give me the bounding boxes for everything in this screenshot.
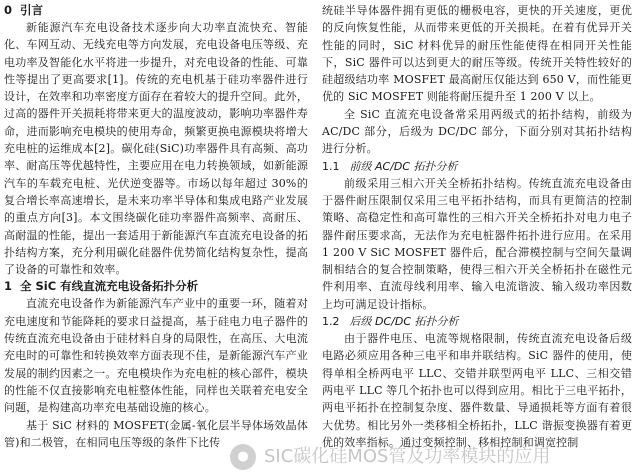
subsection1-heading [322,158,632,175]
right-paragraph-1: 统硅半导体器件拥有更低的栅极电容，更快的开关速度，更优的反向恢复性能，从而带来更低的开关损耗。在着有优异开关性能的同时，SiC 材料优异的耐压性能使得在相同开关性能下，SiC 器件可以达到更大的耐压等级。传统开关特性较好的硅超级结功率 MOSFET 最高耐压仅能达到 650 V，而性能更优的 SiC MOSFET 则能将耐压提升至 1 200 V 以上。 [322,4,632,104]
subsection2-heading-title: 后级 DC/DC 拓扑分析 [349,315,459,329]
wechat-icon: ● [230,444,256,470]
subsection2-paragraph: 由于器件电压、电流等规格限制，传统直流充电设备后级电路必须应用各种三电平和串并联结构。SiC 器件的使用，使得单相全桥两电平 LLC、交错并联型两电平 LLC、三相交错两电平 LLC 等几个拓扑也可以得到应用。相比于三电平拓扑，两电平拓扑在控制复杂度、器件数量、导通损耗等方面有着很大优势。相比另外一类移相全桥拓扑，LLC 谐振变换器有着更优的效率指标。通过变频控制、移相控制和调宽控制 [322,332,632,449]
right-paragraph-2: 全 SiC 直流充电设备常采用两级式的拓扑结构，前级为 AC/DC 部分，后级为 DC/DC 部分，下面分别对其拓扑结构进行分析。 [322,107,632,156]
subsection2-heading-number: 1.2 [322,315,340,329]
section1-paragraph-1: 直流充电设备作为新能源汽车产业中的重要一环，随着对充电速度和节能降耗的要求日益提高，基于硅电力电子器件的传统直流充电设备由于硅材料自身的局限性，在高压、大电流充电时的可靠性和转换效率方面表现不佳，是新能源汽车产业发展的制约因素之一。充电模块作为充电桩的核心部件，模块的性能不仅直接影响充电桩整体性能，同样也关联着充电安全问题，是构建高功率充电基础设施的核心。 [4,297,308,415]
section1-heading-title: 全 SiC 有线直流充电设备拓扑分析 [20,279,199,294]
intro-heading-number: 0 [4,3,13,17]
subsection1-paragraph: 前级采用三相六开关全桥拓扑结构。传统直流充电设备由于器件耐压限制仅采用三电平拓扑结构，而具有更简洁的控制策略、高稳定性和高可靠性的三相六开关全桥拓扑对电力电子器件耐压要求高，无法作为充电桩器件拓扑进行应用。在采用 1 200 V SiC MOSFET 器件后，配合滞模控制与空间矢量调制相结合的复合控制策略，使得三相六开关全桥拓扑在磁性元件利用率、直流母线利用率、输入电流谐波、输入级功率因数上均可满足设计指标。 [322,176,632,311]
intro-heading [4,2,308,19]
section1-heading [4,278,308,295]
subsection1-heading-number: 1.1 [322,159,340,173]
subsection2-heading [322,313,632,330]
right-column [322,2,632,451]
watermark-text: SIC碳化硅MOS管及功率模块的应用 [264,446,551,467]
left-column [4,2,308,451]
intro-heading-title: 引言 [20,3,44,17]
watermark [230,440,570,474]
intro-paragraph: 新能源汽车充电设备技术逐步向大功率直流快充、智能化、车网互动、无线充电等方向发展，充电设备电压等级、充电功率及智能化水平将进一步提升，对充电设备的性能、可靠性等提出了更高要求[1]。传统的充电机基于硅功率器件进行设计，在效率和功率密度方面存在着较大的提升空间。此外，过高的器件开关损耗将带来更大的温度波动，影响功率器件寿命，进而影响充电模块的使用寿命，频繁更换电源模块将增大充电桩的运维成本[2]。碳化硅(SiC)功率器件具有高频、高功率、耐高压等优越特性，主要应用在电力转换领域，如新能源汽车的车载充电桩、光伏逆变器等。市场以每年超过 30%的复合增长率高速增长，是未来功率半导体和集成电路产业发展的重点方向[3]。本文围绕碳化硅功率器件高频率、高耐压、高耐温的性能，提出一套适用于新能源汽车直流充电设备的拓扑结构方案，充分利用碳化硅器件优势简化结构复杂性，提高了设备的可靠性和效率。 [4,21,308,277]
section1-paragraph-2: 基于 SiC 材料的 MOSFET(金属-氧化层半导体场效晶体管)和二极管，在相同电压等级的条件下比传 [4,418,308,449]
section1-heading-number: 1 [4,279,13,294]
subsection1-heading-title: 前级 AC/DC 拓扑分析 [349,159,458,173]
